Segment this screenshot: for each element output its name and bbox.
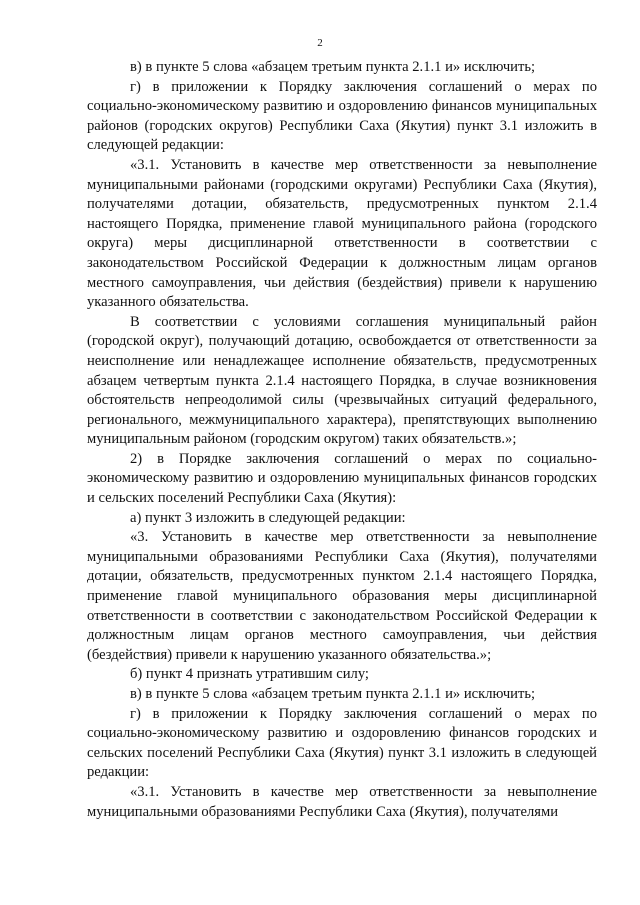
paragraph: «3.1. Установить в качестве мер ответственности за невыполнение муниципальными образованиями Республики Саха (Якутия), получателями [87,783,597,820]
page-number: 2 [317,37,323,49]
paragraph: «3. Установить в качестве мер ответственности за невыполнение муниципальными образованиями Республики Саха (Якутия), получателями дотации, обязательств, предусмотренных пунктом 2.1.4 настоящего Порядка, применение главой муниципального образования меры дисциплинарной ответственности в соответствии с законодательством Российской Федерации к должностным лицам органов местного самоуправления, чьи действия (бездействия) привели к нарушению указанного обязательства.»; [87,529,597,663]
document-body [87,58,597,822]
paragraph: «3.1. Установить в качестве мер ответственности за невыполнение муниципальными районами (городскими округами) Республики Саха (Якутия), получателями дотации, обязательств, предусмотренных пунктом 2.1.4 настоящего Порядка, применение главой муниципального района (городского округа) меры дисциплинарной ответственности в соответствии с законодательством Российской Федерации к должностным лицам органов местного самоуправления, чьи действия (бездействия) привели к нарушению указанного обязательства. [87,156,597,311]
paragraph: г) в приложении к Порядку заключения соглашений о мерах по социально-экономическому развитию и оздоровлению финансов городских и сельских поселений Республики Саха (Якутия) пункт 3.1 изложить в следующей редакции: [87,705,597,781]
paragraph: б) пункт 4 признать утратившим силу; [130,666,369,683]
paragraph: г) в приложении к Порядку заключения соглашений о мерах по социально-экономическому развитию и оздоровлению финансов муниципальных районов (городских округов) Республики Саха (Якутия) пункт 3.1 изложить в следующей редакции: [87,78,597,154]
paragraph: а) пункт 3 изложить в следующей редакции: [130,509,406,526]
paragraph: в) в пункте 5 слова «абзацем третьим пункта 2.1.1 и» исключить; [130,59,536,75]
paragraph: 2) в Порядке заключения соглашений о мерах по социально-экономическому развитию и оздоровлению муниципальных финансов городских и сельских поселений Республики Саха (Якутия): [87,450,597,507]
paragraph: В соответствии с условиями соглашения муниципальный район (городской округ), получающий дотацию, освобождается от ответственности за неисполнение или ненадлежащее исполнение обязательств, предусмотренных абзацем четвертым пункта 2.1.4 настоящего Порядка, в случае возникновения обстоятельств непреодолимой силы (чрезвычайных ситуаций федерального, регионального, межмуниципального характера), препятствующих выполнению муниципальным районом (городским округом) таких обязательств.»; [87,313,597,448]
paragraph: в) в пункте 5 слова «абзацем третьим пункта 2.1.1 и» исключить; [130,686,536,702]
